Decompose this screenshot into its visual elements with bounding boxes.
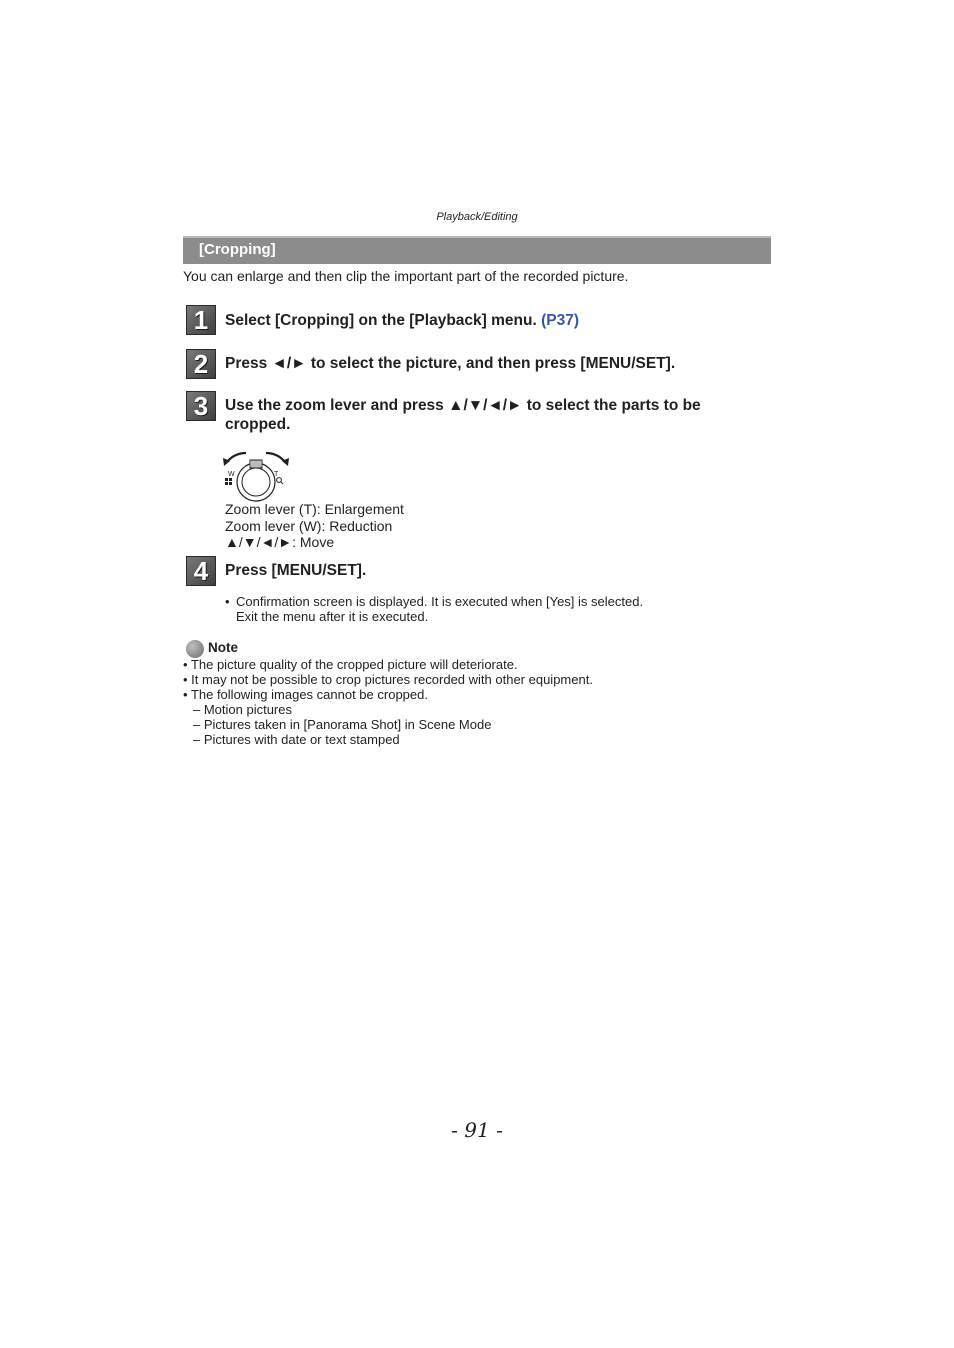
section-title: [Cropping]	[199, 241, 276, 258]
note-item: • It may not be possible to crop pictures recorded with other equipment.	[183, 672, 593, 687]
page-number: - 91 -	[451, 1118, 503, 1142]
note-item: • The following images cannot be cropped.	[183, 687, 428, 702]
note-subitem: – Motion pictures	[193, 702, 292, 717]
step-2-badge: 2	[186, 349, 216, 379]
step-4-detail-line-1: Confirmation screen is displayed. It is executed when [Yes] is selected.	[236, 594, 644, 609]
step-4-text: Press [MENU/SET].	[225, 562, 367, 579]
step-3-badge: 3	[186, 391, 216, 421]
section-title-bar	[183, 236, 771, 264]
note-label: Note	[208, 640, 238, 655]
cursor-move-instruction: ▲/▼/◄/►: Move	[225, 534, 335, 550]
step-4-detail-line-2: Exit the menu after it is executed.	[236, 609, 429, 624]
step-2-text: Press ◄/► to select the picture, and then press [MENU/SET].	[225, 355, 676, 372]
step-1-text	[225, 311, 579, 330]
step-3-text	[225, 396, 701, 434]
step-4-badge: 4	[186, 556, 216, 586]
step-3-line-1: Use the zoom lever and press ▲/▼/◄/► to select the parts to be	[225, 397, 701, 414]
zoom-t-label: T	[274, 471, 279, 478]
page-reference-link[interactable]: (P37)	[541, 312, 579, 329]
intro-text: You can enlarge and then clip the important part of the recorded picture.	[183, 268, 629, 284]
zoom-instructions	[225, 501, 404, 551]
zoom-w-instruction: Zoom lever (W): Reduction	[225, 517, 393, 534]
note-icon	[186, 640, 204, 658]
step-1-instruction: Select [Cropping] on the [Playback] menu.	[225, 312, 537, 329]
step-3-line-2: cropped.	[225, 416, 291, 433]
step-4-detail: • Confirmation screen is displayed. It is executed when [Yes] is selected. Exit the menu after it is executed.	[225, 594, 644, 624]
note-subitem: – Pictures with date or text stamped	[193, 732, 400, 747]
section-header-label: Playback/Editing	[436, 211, 518, 223]
step-1-badge: 1	[186, 305, 216, 335]
note-list	[183, 657, 593, 747]
zoom-lever-icon	[220, 447, 292, 503]
zoom-w-label: W	[228, 471, 235, 478]
note-subitem: – Pictures taken in [Panorama Shot] in Scene Mode	[193, 717, 492, 732]
zoom-t-instruction: Zoom lever (T): Enlargement	[225, 501, 404, 517]
note-item: • The picture quality of the cropped picture will deteriorate.	[183, 657, 518, 672]
